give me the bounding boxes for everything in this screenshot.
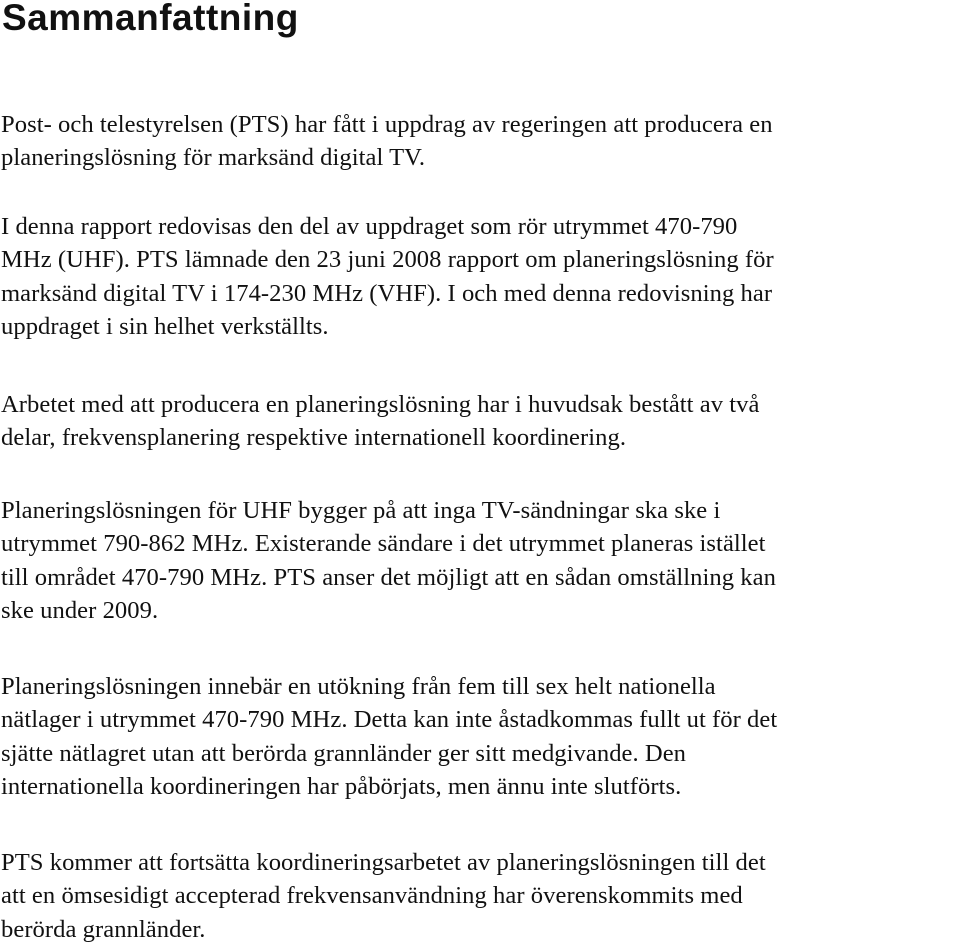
paragraph-work-parts (1, 388, 960, 455)
paragraph-line: I denna rapport redovisas den del av uppdraget som rör utrymmet 470-790 (1, 213, 738, 240)
paragraph-line: delar, frekvensplanering respektive internationell koordinering. (1, 424, 627, 452)
paragraph-line: Post- och telestyrelsen (PTS) har fått i uppdrag av regeringen att producera en (1, 111, 773, 138)
paragraph-line: Planeringslösningen innebär en utökning från fem till sex helt nationella (1, 673, 716, 700)
paragraph-line: Planeringslösningen för UHF bygger på att inga TV-sändningar ska ske i (1, 497, 721, 524)
paragraph-line: PTS kommer att fortsätta koordineringsarbetet av planeringslösningen till det (1, 849, 766, 876)
paragraph-line: sjätte nätlagret utan att berörda grannländer ger sitt medgivande. Den (1, 739, 687, 767)
paragraph-line: utrymmet 790-862 MHz. Existerande sändare i det utrymmet planeras istället (1, 530, 766, 558)
page-title: Sammanfattning (2, 0, 299, 38)
paragraph-assignment (1, 108, 960, 175)
paragraph-line: internationella koordineringen har påbörjats, men ännu inte slutförts. (1, 773, 682, 801)
paragraph-line: till området 470-790 MHz. PTS anser det möjligt att en sådan omställning kan (1, 563, 776, 591)
paragraph-line: uppdraget i sin helhet verkställts. (1, 313, 329, 341)
paragraph-line: MHz (UHF). PTS lämnade den 23 juni 2008 rapport om planeringslösning för (1, 246, 774, 274)
paragraph-line: ske under 2009. (1, 597, 159, 625)
paragraph-report-scope (1, 210, 960, 344)
paragraph-line: berörda grannländer. (1, 915, 206, 943)
paragraph-line: nätlager i utrymmet 470-790 MHz. Detta kan inte åstadkommas fullt ut för det (1, 706, 778, 734)
paragraph-line: marksänd digital TV i 174-230 MHz (VHF). I och med denna redovisning har (1, 279, 773, 307)
paragraph-line: att en ömsesidigt accepterad frekvensanvändning har överenskommits med (1, 882, 743, 910)
paragraph-network-layers (1, 670, 960, 804)
paragraph-line: Arbetet med att producera en planeringslösning har i huvudsak bestått av två (1, 391, 760, 418)
paragraph-line: planeringslösning för marksänd digital TV. (1, 144, 426, 172)
paragraph-coordination (1, 846, 960, 946)
paragraph-uhf-plan (1, 494, 960, 628)
